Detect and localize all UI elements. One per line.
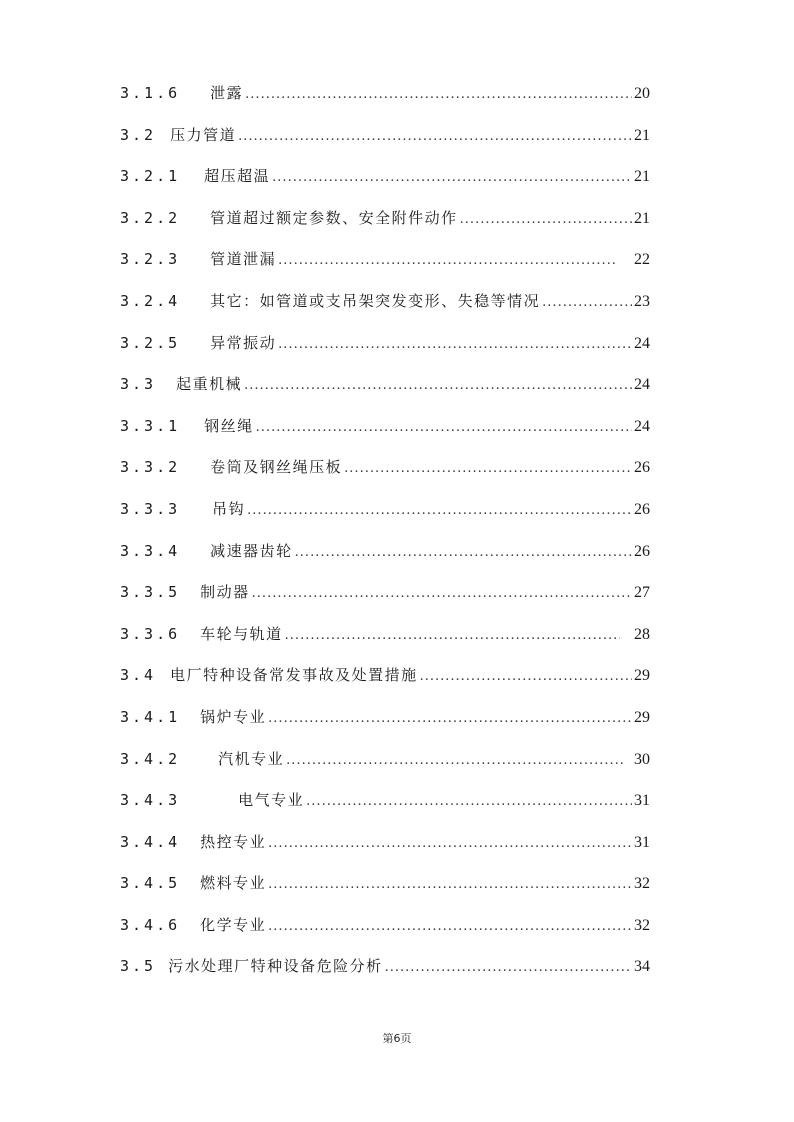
toc-entry-number: 3.3.2 [120,458,181,477]
toc-entry-title: 超压超温 [204,167,271,186]
toc-entry[interactable] [120,456,650,498]
toc-entry-title: 压力管道 [170,125,237,144]
toc-entry-title: 车轮与轨道 [200,624,283,643]
toc-entry-number: 3.4.6 [120,915,181,934]
toc-entry-page: 31 [634,792,650,810]
toc-entry-title: 卷筒及钢丝绳压板 [210,458,343,477]
toc-entry[interactable] [120,124,650,166]
toc-entry[interactable] [120,955,650,997]
toc-dot-leader [306,794,632,809]
toc-entry-page: 30 [634,750,650,768]
toc-entry[interactable] [120,789,650,831]
toc-entry[interactable] [120,831,650,873]
toc-dot-leader [268,836,632,851]
toc-entry-title: 电气专业 [238,791,305,810]
toc-entry-number: 3.2.3 [120,250,181,269]
toc-entry-number: 3.2 [120,125,157,144]
toc-entry-title: 泄露 [210,84,244,102]
toc-entry-title: 吊钩 [212,499,246,518]
toc-entry-title: 锅炉专业 [200,707,267,726]
toc-entry-page: 26 [634,459,650,477]
toc-entry[interactable] [120,290,650,332]
toc-entry-page: 20 [634,85,650,102]
toc-entry-number: 3.4 [120,666,157,685]
toc-entry-number: 3.3.3 [120,499,181,518]
toc-entry-title: 其它：如管道或支吊架突发变形、失稳等情况 [210,291,541,310]
toc-entry-number: 3.1.6 [120,84,181,102]
toc-entry-page: 29 [634,667,650,685]
toc-dot-leader [460,212,632,227]
toc-entry-page: 34 [634,958,650,976]
toc-entry-title: 污水处理厂特种设备危险分析 [168,957,383,976]
toc-entry-title: 电厂特种设备常发事故及处置措施 [170,666,418,685]
toc-dot-leader [285,628,620,643]
toc-dot-leader [344,461,632,476]
toc-dot-leader [252,586,632,601]
toc-entry-title: 热控专业 [200,832,267,851]
toc-entry-page: 24 [634,417,650,435]
toc-entry-page: 31 [634,833,650,851]
toc-entry[interactable] [120,82,650,124]
toc-entry-page: 23 [634,292,650,310]
toc-entry-page: 24 [634,334,650,352]
toc-entry-number: 3.3 [120,375,157,394]
toc-entry-title: 化学专业 [200,915,267,934]
toc-entry-page: 32 [634,916,650,934]
toc-entry-page: 21 [634,126,650,144]
toc-entry[interactable] [120,332,650,374]
page-number-footer: 第6页 [382,1032,412,1045]
toc-dot-leader [268,877,632,892]
toc-entry[interactable] [120,664,650,706]
toc-entry-number: 3.4.1 [120,707,181,726]
toc-dot-leader [385,960,632,975]
toc-dot-leader [278,337,632,352]
toc-dot-leader [238,129,632,144]
toc-entry[interactable] [120,207,650,249]
toc-entry[interactable] [120,581,650,623]
toc-dot-leader [245,87,632,102]
toc-entry[interactable] [120,498,650,540]
toc-entry[interactable] [120,748,650,790]
toc-dot-leader [244,378,632,393]
toc-entry-page: 21 [634,168,650,186]
toc-entry-page: 27 [634,584,650,602]
toc-entry-number: 3.3.5 [120,583,181,602]
toc-entry[interactable] [120,165,650,207]
table-of-contents [120,82,650,997]
toc-entry-number: 3.4.5 [120,874,181,893]
toc-entry-title: 钢丝绳 [204,416,254,435]
toc-dot-leader [268,919,632,934]
toc-dot-leader [542,295,632,310]
toc-entry-page: 22 [634,251,650,269]
toc-entry-number: 3.4.2 [120,749,181,768]
toc-entry-number: 3.2.5 [120,333,181,352]
toc-entry[interactable] [120,706,650,748]
toc-dot-leader [278,253,618,268]
toc-dot-leader [268,711,632,726]
toc-entry-number: 3.3.4 [120,541,181,560]
toc-entry-title: 异常振动 [210,333,277,352]
toc-entry[interactable] [120,914,650,956]
toc-dot-leader [272,170,632,185]
toc-dot-leader [420,669,632,684]
toc-entry-page: 26 [634,542,650,560]
toc-entry-number: 3.5 [120,957,157,976]
toc-entry-title: 起重机械 [176,375,243,394]
toc-entry-page: 21 [634,209,650,227]
toc-entry-number: 3.2.4 [120,291,181,310]
toc-entry-page: 32 [634,875,650,893]
toc-entry[interactable] [120,540,650,582]
toc-entry-number: 3.4.3 [120,791,181,810]
toc-dot-leader [295,545,632,560]
toc-entry-title: 制动器 [200,583,250,602]
toc-entry-title: 燃料专业 [200,874,267,893]
toc-entry-page: 28 [634,625,650,643]
toc-entry-number: 3.3.6 [120,624,181,643]
toc-entry-number: 3.2.2 [120,208,181,227]
toc-entry[interactable] [120,248,650,290]
toc-entry-page: 26 [634,500,650,518]
toc-entry[interactable] [120,872,650,914]
toc-dot-leader [286,753,626,768]
toc-entry-title: 汽机专业 [218,749,285,768]
toc-entry-number: 3.4.4 [120,832,181,851]
toc-entry-number: 3.3.1 [120,416,181,435]
toc-entry-number: 3.2.1 [120,167,181,186]
toc-entry[interactable] [120,623,650,665]
toc-entry-title: 减速器齿轮 [210,541,293,560]
toc-entry-page: 29 [634,708,650,726]
toc-dot-leader [247,503,632,518]
toc-dot-leader [256,420,632,435]
toc-entry-title: 管道超过额定参数、安全附件动作 [210,208,458,227]
toc-entry-title: 管道泄漏 [210,250,277,269]
toc-entry[interactable] [120,373,650,415]
toc-entry[interactable] [120,415,650,457]
toc-entry-page: 24 [634,376,650,394]
